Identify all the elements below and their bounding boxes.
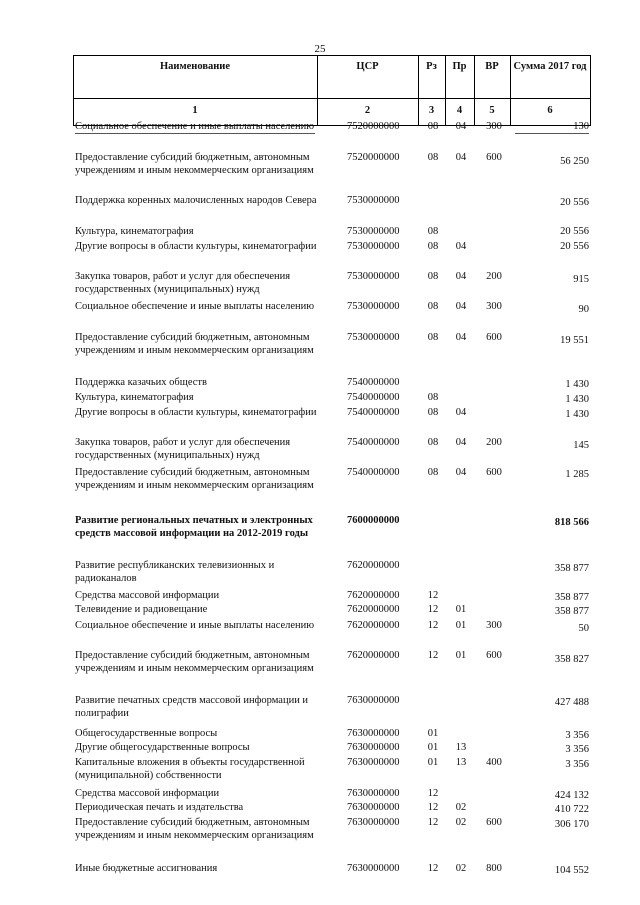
row-csr: 7620000000	[347, 560, 400, 571]
row-name: Общегосударственные вопросы	[75, 728, 218, 739]
row-sum: 20 556	[560, 241, 589, 252]
header-divider	[590, 55, 591, 126]
row-vr: 200	[486, 271, 502, 282]
row-vr: 600	[486, 467, 502, 478]
row-csr: 7530000000	[347, 332, 400, 343]
row-name: Закупка товаров, работ и услуг для обеспечения государственных (муниципальных) нужд	[75, 271, 291, 295]
row-pr: 04	[455, 241, 467, 252]
row-sum: 915	[573, 274, 589, 285]
row-name: Предоставление субсидий бюджетным, автономным учреждениям и иным некоммерческим организациям	[75, 467, 314, 491]
row-csr: 7620000000	[347, 650, 400, 661]
row-rz: 12	[427, 788, 439, 799]
row-rz: 08	[427, 467, 439, 478]
row-pr: 04	[455, 301, 467, 312]
row-csr: 7620000000	[347, 604, 400, 615]
row-csr: 7630000000	[347, 757, 400, 768]
row-csr: 7600000000	[347, 515, 400, 526]
row-rz: 08	[427, 152, 439, 163]
row-sum: 19 551	[560, 335, 589, 346]
row-sum: 90	[578, 304, 589, 315]
row-name: Другие вопросы в области культуры, кинематографии	[75, 407, 317, 418]
row-sum: 20 556	[560, 197, 589, 208]
row-rz: 12	[427, 604, 439, 615]
row-sum: 50	[578, 623, 589, 634]
row-pr: 13	[455, 757, 467, 768]
header-name: Наименование	[160, 61, 230, 72]
row-csr: 7630000000	[347, 788, 400, 799]
row-name: Периодическая печать и издательства	[75, 802, 244, 813]
row-name: Предоставление субсидий бюджетным, автономным учреждениям и иным некоммерческим организациям	[75, 152, 314, 176]
row-sum: 306 170	[554, 819, 589, 830]
row-rz: 08	[427, 121, 439, 132]
row-name: Капитальные вложения в объекты государственной (муниципальной) собственности	[75, 757, 305, 781]
row-pr: 01	[455, 604, 467, 615]
row-rz: 08	[427, 407, 439, 418]
row-rz: 08	[427, 226, 439, 237]
row-name: Культура, кинематография	[75, 392, 194, 403]
page-number: 25	[314, 43, 326, 55]
row-sum: 1 430	[565, 394, 589, 405]
row-sum: 358 877	[554, 563, 589, 574]
row-pr: 01	[455, 620, 467, 631]
row-vr: 600	[486, 817, 502, 828]
row-sum: 1 430	[565, 379, 589, 390]
row-name: Социальное обеспечение и иные выплаты населению	[75, 301, 315, 312]
row-sum: 56 250	[560, 156, 589, 167]
row-name: Иные бюджетные ассигнования	[75, 863, 218, 874]
row-csr: 7530000000	[347, 271, 400, 282]
row-pr: 02	[455, 817, 467, 828]
row-rz: 12	[427, 590, 439, 601]
row-vr: 300	[486, 620, 502, 631]
row-name: Развитие региональных печатных и электронных средств массовой информации на 2012-2019 годы	[75, 515, 313, 539]
row-name: Средства массовой информации	[75, 590, 220, 601]
row-csr: 7520000000	[347, 121, 400, 132]
header-sum: Сумма 2017 год	[513, 61, 587, 72]
row-name: Телевидение и радиовещание	[75, 604, 208, 615]
row-pr: 04	[455, 271, 467, 282]
row-name: Закупка товаров, работ и услуг для обеспечения государственных (муниципальных) нужд	[75, 437, 291, 461]
row-csr: 7630000000	[347, 817, 400, 828]
row-csr: 7530000000	[347, 195, 400, 206]
row-name: Предоставление субсидий бюджетным, автономным учреждениям и иным некоммерческим организациям	[75, 817, 314, 841]
header-vr: ВР	[485, 61, 499, 72]
row-sum: 410 722	[554, 804, 589, 815]
row-csr: 7540000000	[347, 437, 400, 448]
col-number: 3	[428, 105, 435, 116]
row-rz: 12	[427, 620, 439, 631]
row-pr: 04	[455, 332, 467, 343]
row-vr: 800	[486, 863, 502, 874]
row-csr: 7540000000	[347, 392, 400, 403]
row-rz: 01	[427, 728, 439, 739]
header-csr: ЦСР	[356, 61, 379, 72]
row-rz: 08	[427, 271, 439, 282]
row-pr: 04	[455, 467, 467, 478]
row-rz: 08	[427, 392, 439, 403]
row-rz: 01	[427, 757, 439, 768]
row-name: Развитие печатных средств массовой информации и полиграфии	[75, 695, 309, 719]
row-sum: 104 552	[554, 865, 589, 876]
row-name: Поддержка коренных малочисленных народов Севера	[75, 195, 317, 206]
row-pr: 04	[455, 121, 467, 132]
row-csr: 7540000000	[347, 467, 400, 478]
row-pr: 04	[455, 437, 467, 448]
row-pr: 04	[455, 152, 467, 163]
row-vr: 300	[486, 121, 502, 132]
row-sum: 130	[515, 120, 589, 134]
row-csr: 7630000000	[347, 802, 400, 813]
col-number: 5	[489, 105, 495, 116]
header-rz: Рз	[426, 61, 437, 72]
row-name: Средства массовой информации	[75, 788, 220, 799]
row-sum: 358 827	[554, 654, 589, 665]
row-name: Другие общегосударственные вопросы	[75, 742, 250, 753]
row-csr: 7530000000	[347, 301, 400, 312]
row-csr: 7540000000	[347, 407, 400, 418]
row-sum: 145	[573, 440, 589, 451]
row-pr: 01	[455, 650, 467, 661]
header-top-rule	[73, 55, 591, 56]
row-name: Предоставление субсидий бюджетным, автономным учреждениям и иным некоммерческим организациям	[75, 332, 314, 356]
row-sum: 818 566	[554, 517, 589, 528]
col-number: 2	[364, 105, 371, 116]
row-sum: 427 488	[554, 697, 589, 708]
row-pr: 02	[455, 802, 467, 813]
header-mid-rule	[73, 98, 591, 99]
row-sum: 20 556	[560, 226, 589, 237]
row-pr: 13	[455, 742, 467, 753]
row-pr: 02	[455, 863, 467, 874]
row-csr: 7530000000	[347, 226, 400, 237]
row-sum: 358 877	[554, 592, 589, 603]
row-rz: 12	[427, 650, 439, 661]
row-rz: 08	[427, 301, 439, 312]
row-rz: 08	[427, 437, 439, 448]
row-vr: 200	[486, 437, 502, 448]
row-rz: 08	[427, 241, 439, 252]
row-csr: 7520000000	[347, 152, 400, 163]
row-sum: 1 285	[565, 469, 589, 480]
row-vr: 600	[486, 152, 502, 163]
col-number: 1	[192, 105, 198, 116]
row-rz: 01	[427, 742, 439, 753]
row-sum: 3 356	[565, 759, 589, 770]
row-csr: 7630000000	[347, 742, 400, 753]
col-number: 6	[547, 105, 553, 116]
row-rz: 08	[427, 332, 439, 343]
row-name: Другие вопросы в области культуры, кинематографии	[75, 241, 317, 252]
row-pr: 04	[455, 407, 467, 418]
row-csr: 7530000000	[347, 241, 400, 252]
row-vr: 300	[486, 301, 502, 312]
row-csr: 7540000000	[347, 377, 400, 388]
row-csr: 7630000000	[347, 863, 400, 874]
row-csr: 7630000000	[347, 695, 400, 706]
row-vr: 600	[486, 650, 502, 661]
col-number: 4	[456, 105, 463, 116]
row-name: Предоставление субсидий бюджетным, автономным учреждениям и иным некоммерческим организациям	[75, 650, 314, 674]
row-csr: 7630000000	[347, 728, 400, 739]
row-sum: 358 877	[554, 606, 589, 617]
row-name: Развитие республиканских телевизионных и радиоканалов	[75, 560, 275, 584]
row-rz: 12	[427, 802, 439, 813]
row-name: Социальное обеспечение и иные выплаты населению	[75, 121, 315, 132]
row-rz: 12	[427, 863, 439, 874]
row-csr: 7620000000	[347, 590, 400, 601]
row-vr: 600	[486, 332, 502, 343]
row-sum: 3 356	[565, 744, 589, 755]
row-name: Культура, кинематография	[75, 226, 194, 237]
row-rz: 12	[427, 817, 439, 828]
row-sum: 424 132	[554, 790, 589, 801]
row-name: Социальное обеспечение и иные выплаты населению	[75, 620, 315, 631]
row-csr: 7620000000	[347, 620, 400, 631]
table-header	[73, 55, 591, 126]
header-pr: Пр	[452, 61, 467, 72]
row-sum: 3 356	[565, 730, 589, 741]
row-vr: 400	[486, 757, 502, 768]
row-sum: 1 430	[565, 409, 589, 420]
row-name: Поддержка казачьих обществ	[75, 377, 207, 388]
